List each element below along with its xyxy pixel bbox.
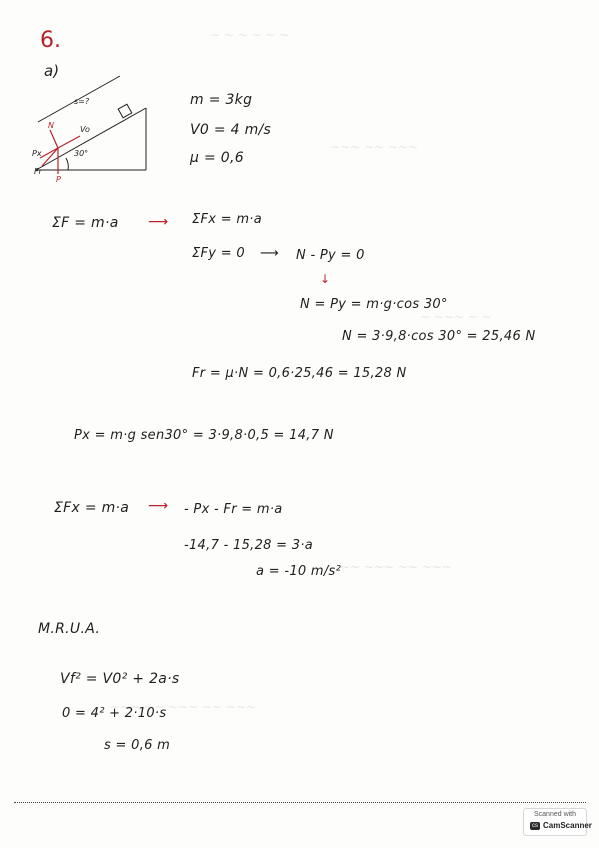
distance-result: s = 0,6 m <box>104 738 171 753</box>
watermark-caption: Scanned with <box>533 811 577 818</box>
kinematic-equation: Vf² = V0² + 2a·s <box>60 671 180 687</box>
red-down-arrow: ↓ <box>320 272 331 286</box>
camscanner-watermark <box>523 808 592 836</box>
newton-x: ΣFx = m·a <box>192 212 263 227</box>
red-arrow: ⟶ <box>148 498 169 514</box>
given-friction-coefficient: μ = 0,6 <box>190 150 244 166</box>
bleed-through-text: ~~~ ~~ ~~~ ~~ ~~~ <box>110 700 256 714</box>
normal-vector <box>50 130 58 148</box>
acceleration-result: a = -10 m/s² <box>256 564 342 579</box>
part-label: a) <box>44 62 60 80</box>
velocity-label: Vo <box>80 125 90 134</box>
normal-equation: N - Py = 0 <box>296 248 365 263</box>
weight-label: P <box>56 175 61 184</box>
given-initial-velocity: V0 = 4 m/s <box>190 122 272 138</box>
newton-y: ΣFy = 0 <box>192 246 245 261</box>
problem-number: 6. <box>40 28 61 53</box>
newton-second-law: ΣF = m·a <box>52 215 119 231</box>
friction-label: Fr <box>34 167 42 176</box>
right-angle-box <box>118 104 132 118</box>
friction-vector <box>42 148 58 166</box>
velocity-vector <box>58 136 80 148</box>
bleed-through-text: ~~ ~~~ ~~ ~~~ <box>340 560 452 574</box>
normal-equals-py: N = Py = m·g·cos 30° <box>300 297 448 312</box>
watermark-brand: CamScanner <box>543 821 592 830</box>
page-edge-dots <box>14 800 586 803</box>
normal-value: N = 3·9,8·cos 30° = 25,46 N <box>342 329 536 344</box>
angle-label: 30° <box>74 149 89 158</box>
bleed-through-text: ~ ~ ~ ~ ~ ~ <box>210 28 290 42</box>
angle-arc <box>66 158 68 170</box>
incline-diagram <box>28 70 163 185</box>
mrua-heading: M.R.U.A. <box>38 621 101 637</box>
red-arrow: ⟶ <box>148 214 169 230</box>
normal-label: N <box>48 121 54 130</box>
arrow: ⟶ <box>260 246 279 261</box>
friction-equation: Fr = μ·N = 0,6·25,46 = 15,28 N <box>192 366 407 381</box>
px-vector <box>40 148 58 158</box>
incline-surface <box>36 108 146 170</box>
given-mass: m = 3kg <box>190 92 253 108</box>
bleed-through-text: ~~~ ~~ ~~~ <box>330 140 419 154</box>
kinematic-substitution: 0 = 4² + 2·10·s <box>62 706 167 721</box>
px-equation: Px = m·g sen30° = 3·9,8·0,5 = 14,7 N <box>74 428 334 443</box>
sum-forces-x: ΣFx = m·a <box>54 500 130 516</box>
sum-forces-x-rhs: - Px - Fr = m·a <box>184 502 283 517</box>
substitution: -14,7 - 15,28 = 3·a <box>184 538 314 553</box>
camscanner-logo-icon: cs <box>532 823 538 829</box>
px-label: Px <box>32 149 42 158</box>
bleed-through-text: ~ ~~~ ~ ~ <box>420 310 492 324</box>
distance-label: s=? <box>74 97 90 106</box>
